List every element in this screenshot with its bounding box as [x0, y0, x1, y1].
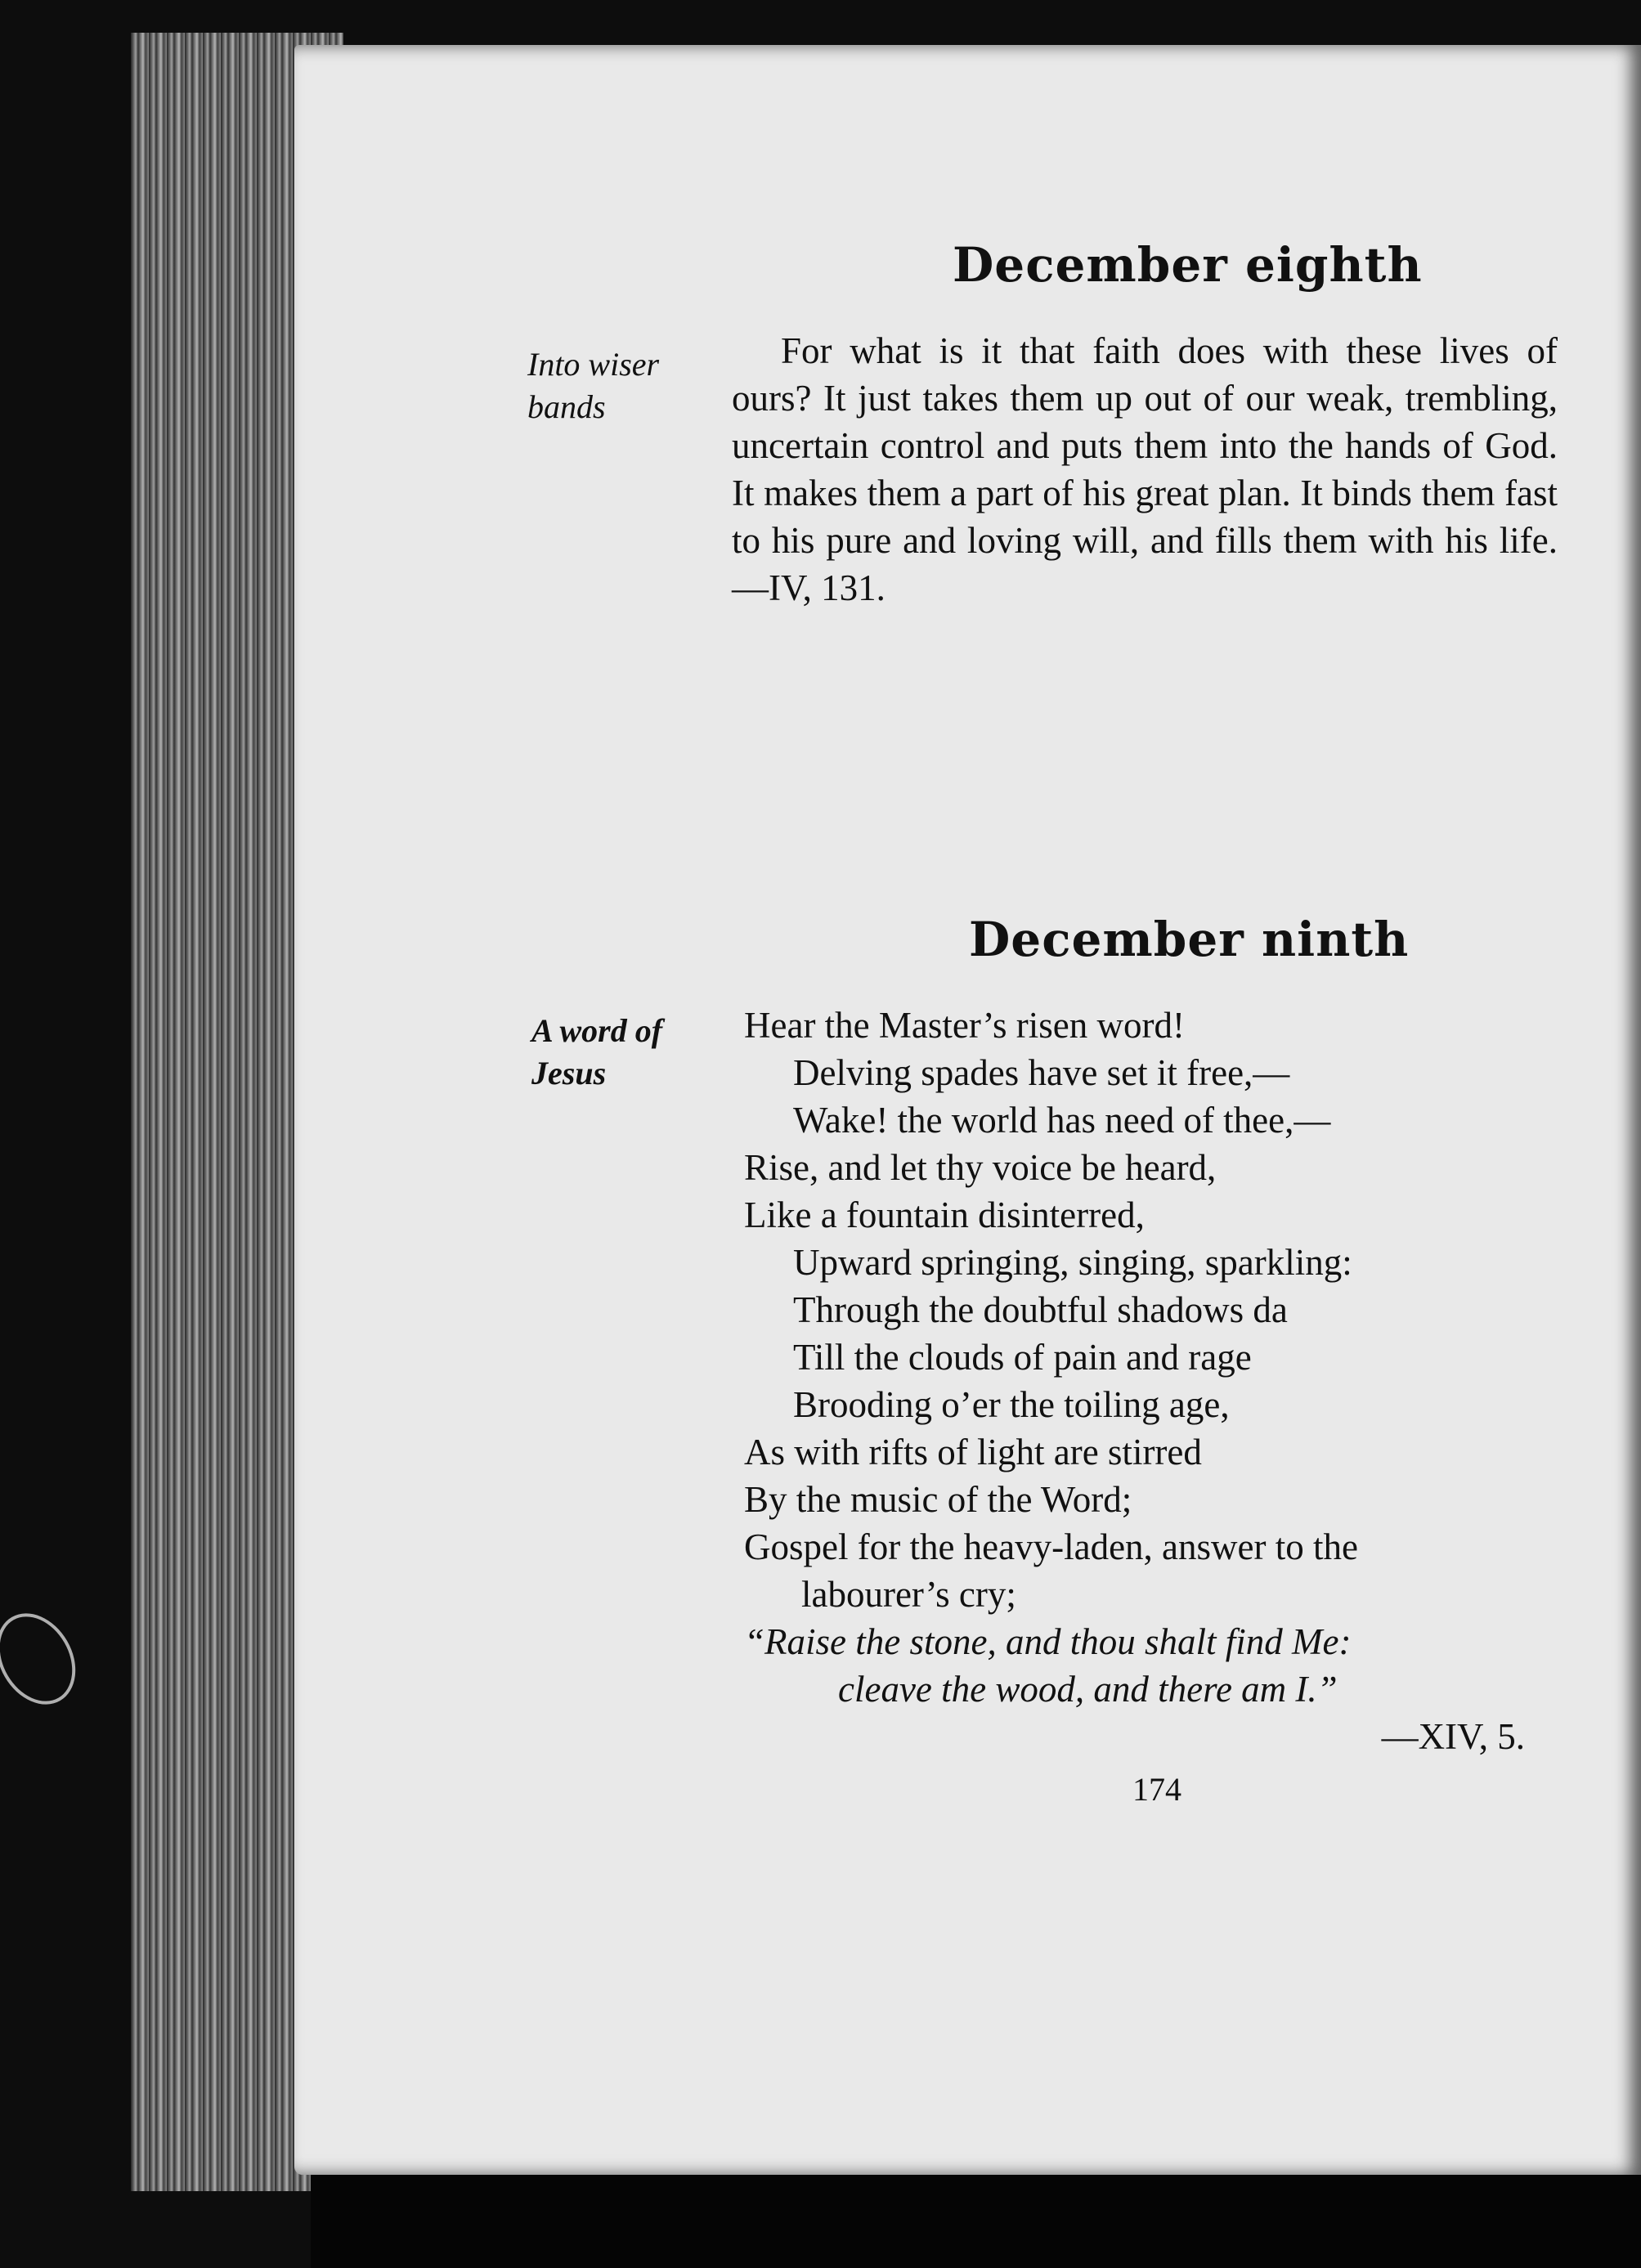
- smudge-mark: [0, 1599, 92, 1719]
- poem-line: Through the doubtful shadows da: [793, 1289, 1288, 1330]
- poem-line: Rise, and let thy voice be heard,: [744, 1147, 1217, 1188]
- poem-line: Wake! the world has need of thee,—: [793, 1100, 1331, 1141]
- poem-quote-line: cleave the wood, and there am I.”: [838, 1669, 1338, 1710]
- poem-line: Brooding o’er the toiling age,: [793, 1384, 1230, 1425]
- poem-line: By the music of the Word;: [744, 1479, 1132, 1520]
- bottom-shadow: [311, 2175, 1641, 2268]
- entry-text-december-eighth: For what is it that faith does with these lives of ours? It just takes them up out of our weak, trembling, uncertain control and puts them into the hands of God. It makes them a part of his great plan. It binds them fast to his pure and loving will, and fills them with his life.—IV, 131.: [732, 330, 1558, 608]
- entry-title-december-ninth: December ninth: [969, 912, 1410, 967]
- poem-line: Hear the Master’s risen word!: [744, 1005, 1185, 1046]
- poem-line: Gospel for the heavy-laden, answer to the: [744, 1526, 1358, 1567]
- margin-note-into-wiser-bands: Into wiser bands: [527, 346, 660, 425]
- poem-line: As with rifts of light are stirred: [744, 1432, 1202, 1472]
- poem-december-ninth: [744, 1002, 1562, 1760]
- margin-note-a-word-of-jesus: A word of Jesus: [531, 1012, 663, 1091]
- poem-line: Like a fountain disinterred,: [744, 1195, 1145, 1235]
- poem-line: Delving spades have set it free,—: [793, 1052, 1290, 1093]
- page-number: 174: [1132, 1771, 1181, 1808]
- poem-quote-line: “Raise the stone, and thou shalt find Me:: [744, 1621, 1352, 1662]
- entry-title-december-eighth: December eighth: [953, 237, 1423, 293]
- poem-line: Upward springing, singing, sparkling:: [793, 1242, 1352, 1283]
- poem-line: labourer’s cry;: [801, 1574, 1016, 1615]
- poem-citation: —XIV, 5.: [1381, 1716, 1525, 1757]
- poem-line: Till the clouds of pain and rage: [793, 1337, 1252, 1378]
